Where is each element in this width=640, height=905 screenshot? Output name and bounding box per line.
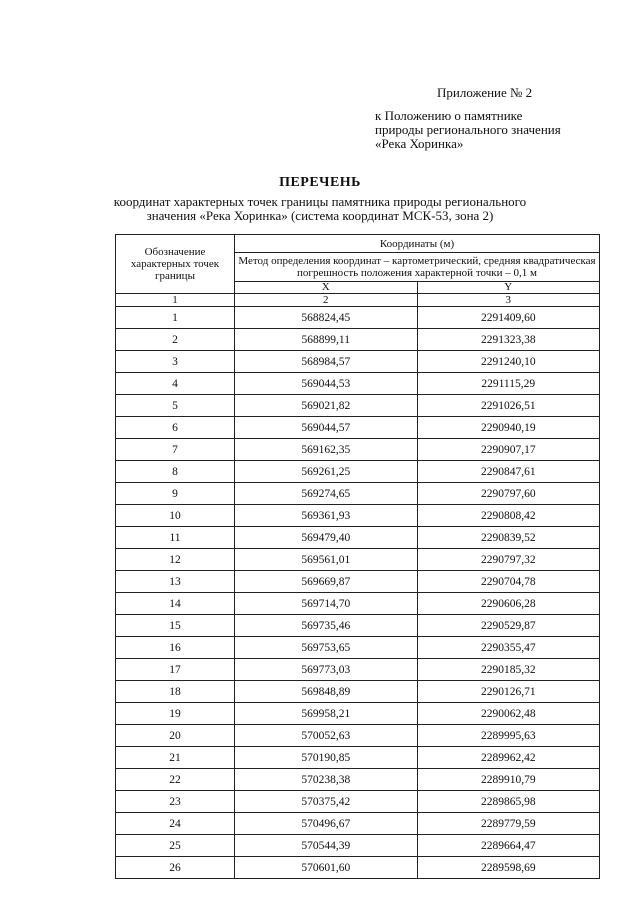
point-number-cell: 19	[116, 703, 235, 725]
table-row	[116, 395, 600, 417]
table-row	[116, 593, 600, 615]
table-row	[116, 549, 600, 571]
y-coordinate-cell: 2290704,78	[417, 571, 600, 593]
y-coordinate-cell: 2290847,61	[417, 461, 600, 483]
point-number-cell: 4	[116, 373, 235, 395]
x-coordinate-cell: 569714,70	[235, 593, 418, 615]
x-coordinate-cell: 569561,01	[235, 549, 418, 571]
y-coordinate-cell: 2290355,47	[417, 637, 600, 659]
x-coordinate-cell: 569044,53	[235, 373, 418, 395]
point-number-cell: 8	[116, 461, 235, 483]
x-coordinate-cell: 570496,67	[235, 813, 418, 835]
point-number-cell: 9	[116, 483, 235, 505]
y-coordinate-cell: 2290126,71	[417, 681, 600, 703]
point-number-cell: 10	[116, 505, 235, 527]
y-coordinate-cell: 2289995,63	[417, 725, 600, 747]
y-coordinate-cell: 2289779,59	[417, 813, 600, 835]
point-number-cell: 16	[116, 637, 235, 659]
x-coordinate-cell: 569735,46	[235, 615, 418, 637]
appendix-line: к Положению о памятнике	[375, 108, 523, 123]
table-row	[116, 439, 600, 461]
column-index-row	[116, 294, 600, 307]
table-row	[116, 769, 600, 791]
appendix-line: природы регионального значения	[375, 122, 561, 137]
column-index: 1	[116, 294, 235, 307]
table-row	[116, 571, 600, 593]
x-coordinate-cell: 569848,89	[235, 681, 418, 703]
y-coordinate-cell: 2290808,42	[417, 505, 600, 527]
y-coordinate-cell: 2289598,69	[417, 857, 600, 879]
point-number-cell: 5	[116, 395, 235, 417]
subheading-line: значения «Река Хоринка» (система координат МСК-53, зона 2)	[146, 208, 494, 223]
table-row	[116, 835, 600, 857]
subheading-line: координат характерных точек границы памятника природы регионального	[113, 194, 527, 209]
point-number-cell: 23	[116, 791, 235, 813]
table-row	[116, 351, 600, 373]
column-index: 3	[417, 294, 600, 307]
x-coordinate-cell: 569274,65	[235, 483, 418, 505]
x-coordinate-cell: 568899,11	[235, 329, 418, 351]
point-number-cell: 17	[116, 659, 235, 681]
table-row	[116, 857, 600, 879]
x-coordinate-cell: 569958,21	[235, 703, 418, 725]
appendix-title: Приложение № 2	[437, 85, 533, 100]
table-row	[116, 505, 600, 527]
point-number-cell: 18	[116, 681, 235, 703]
point-number-cell: 21	[116, 747, 235, 769]
table-row	[116, 703, 600, 725]
y-coordinate-cell: 2290606,28	[417, 593, 600, 615]
y-coordinate-cell: 2291240,10	[417, 351, 600, 373]
x-coordinate-cell: 569044,57	[235, 417, 418, 439]
table-row	[116, 527, 600, 549]
point-number-cell: 25	[116, 835, 235, 857]
document-heading: ПЕРЕЧЕНЬ	[279, 175, 361, 190]
appendix-block	[375, 86, 615, 151]
x-coordinate-cell: 569162,35	[235, 439, 418, 461]
header-coordinates: Координаты (м)	[235, 235, 600, 253]
x-coordinate-cell: 570375,42	[235, 791, 418, 813]
y-coordinate-cell: 2290185,32	[417, 659, 600, 681]
table-row	[116, 747, 600, 769]
x-coordinate-cell: 570601,60	[235, 857, 418, 879]
y-coordinate-cell: 2289962,42	[417, 747, 600, 769]
header-axis-x: X	[235, 282, 418, 294]
point-number-cell: 15	[116, 615, 235, 637]
table-row	[116, 813, 600, 835]
y-coordinate-cell: 2290529,87	[417, 615, 600, 637]
y-coordinate-cell: 2289664,47	[417, 835, 600, 857]
table-row	[116, 681, 600, 703]
point-number-cell: 6	[116, 417, 235, 439]
y-coordinate-cell: 2289910,79	[417, 769, 600, 791]
table-row	[116, 417, 600, 439]
coordinates-table	[115, 234, 600, 879]
table-row	[116, 373, 600, 395]
point-number-cell: 14	[116, 593, 235, 615]
point-number-cell: 24	[116, 813, 235, 835]
header-axis-y: Y	[417, 282, 600, 294]
x-coordinate-cell: 570544,39	[235, 835, 418, 857]
point-number-cell: 3	[116, 351, 235, 373]
x-coordinate-cell: 570190,85	[235, 747, 418, 769]
header-point-designation: Обозначение характерных точек границы	[116, 235, 235, 294]
y-coordinate-cell: 2291026,51	[417, 395, 600, 417]
y-coordinate-cell: 2290062,48	[417, 703, 600, 725]
document-subheading	[110, 195, 530, 223]
x-coordinate-cell: 569361,93	[235, 505, 418, 527]
x-coordinate-cell: 569261,25	[235, 461, 418, 483]
y-coordinate-cell: 2290940,19	[417, 417, 600, 439]
table-row	[116, 483, 600, 505]
x-coordinate-cell: 569479,40	[235, 527, 418, 549]
y-coordinate-cell: 2290907,17	[417, 439, 600, 461]
appendix-line: «Река Хоринка»	[375, 136, 464, 151]
y-coordinate-cell: 2291323,38	[417, 329, 600, 351]
table-row	[116, 725, 600, 747]
point-number-cell: 20	[116, 725, 235, 747]
point-number-cell: 1	[116, 307, 235, 329]
table-row	[116, 615, 600, 637]
point-number-cell: 2	[116, 329, 235, 351]
y-coordinate-cell: 2291409,60	[417, 307, 600, 329]
table-row	[116, 637, 600, 659]
x-coordinate-cell: 570052,63	[235, 725, 418, 747]
x-coordinate-cell: 569021,82	[235, 395, 418, 417]
point-number-cell: 7	[116, 439, 235, 461]
column-index: 2	[235, 294, 418, 307]
x-coordinate-cell: 569773,03	[235, 659, 418, 681]
y-coordinate-cell: 2290839,52	[417, 527, 600, 549]
y-coordinate-cell: 2290797,32	[417, 549, 600, 571]
x-coordinate-cell: 568824,45	[235, 307, 418, 329]
x-coordinate-cell: 570238,38	[235, 769, 418, 791]
x-coordinate-cell: 568984,57	[235, 351, 418, 373]
table-row	[116, 791, 600, 813]
point-number-cell: 12	[116, 549, 235, 571]
table-body	[116, 294, 600, 879]
x-coordinate-cell: 569753,65	[235, 637, 418, 659]
y-coordinate-cell: 2289865,98	[417, 791, 600, 813]
table-row	[116, 461, 600, 483]
y-coordinate-cell: 2290797,60	[417, 483, 600, 505]
x-coordinate-cell: 569669,87	[235, 571, 418, 593]
point-number-cell: 13	[116, 571, 235, 593]
y-coordinate-cell: 2291115,29	[417, 373, 600, 395]
header-method: Метод определения координат – картометрический, средняя квадратическая погрешность положения характерной точки – 0,1 м	[235, 253, 600, 282]
point-number-cell: 22	[116, 769, 235, 791]
point-number-cell: 11	[116, 527, 235, 549]
table-row	[116, 659, 600, 681]
table-row	[116, 329, 600, 351]
table-row	[116, 307, 600, 329]
point-number-cell: 26	[116, 857, 235, 879]
